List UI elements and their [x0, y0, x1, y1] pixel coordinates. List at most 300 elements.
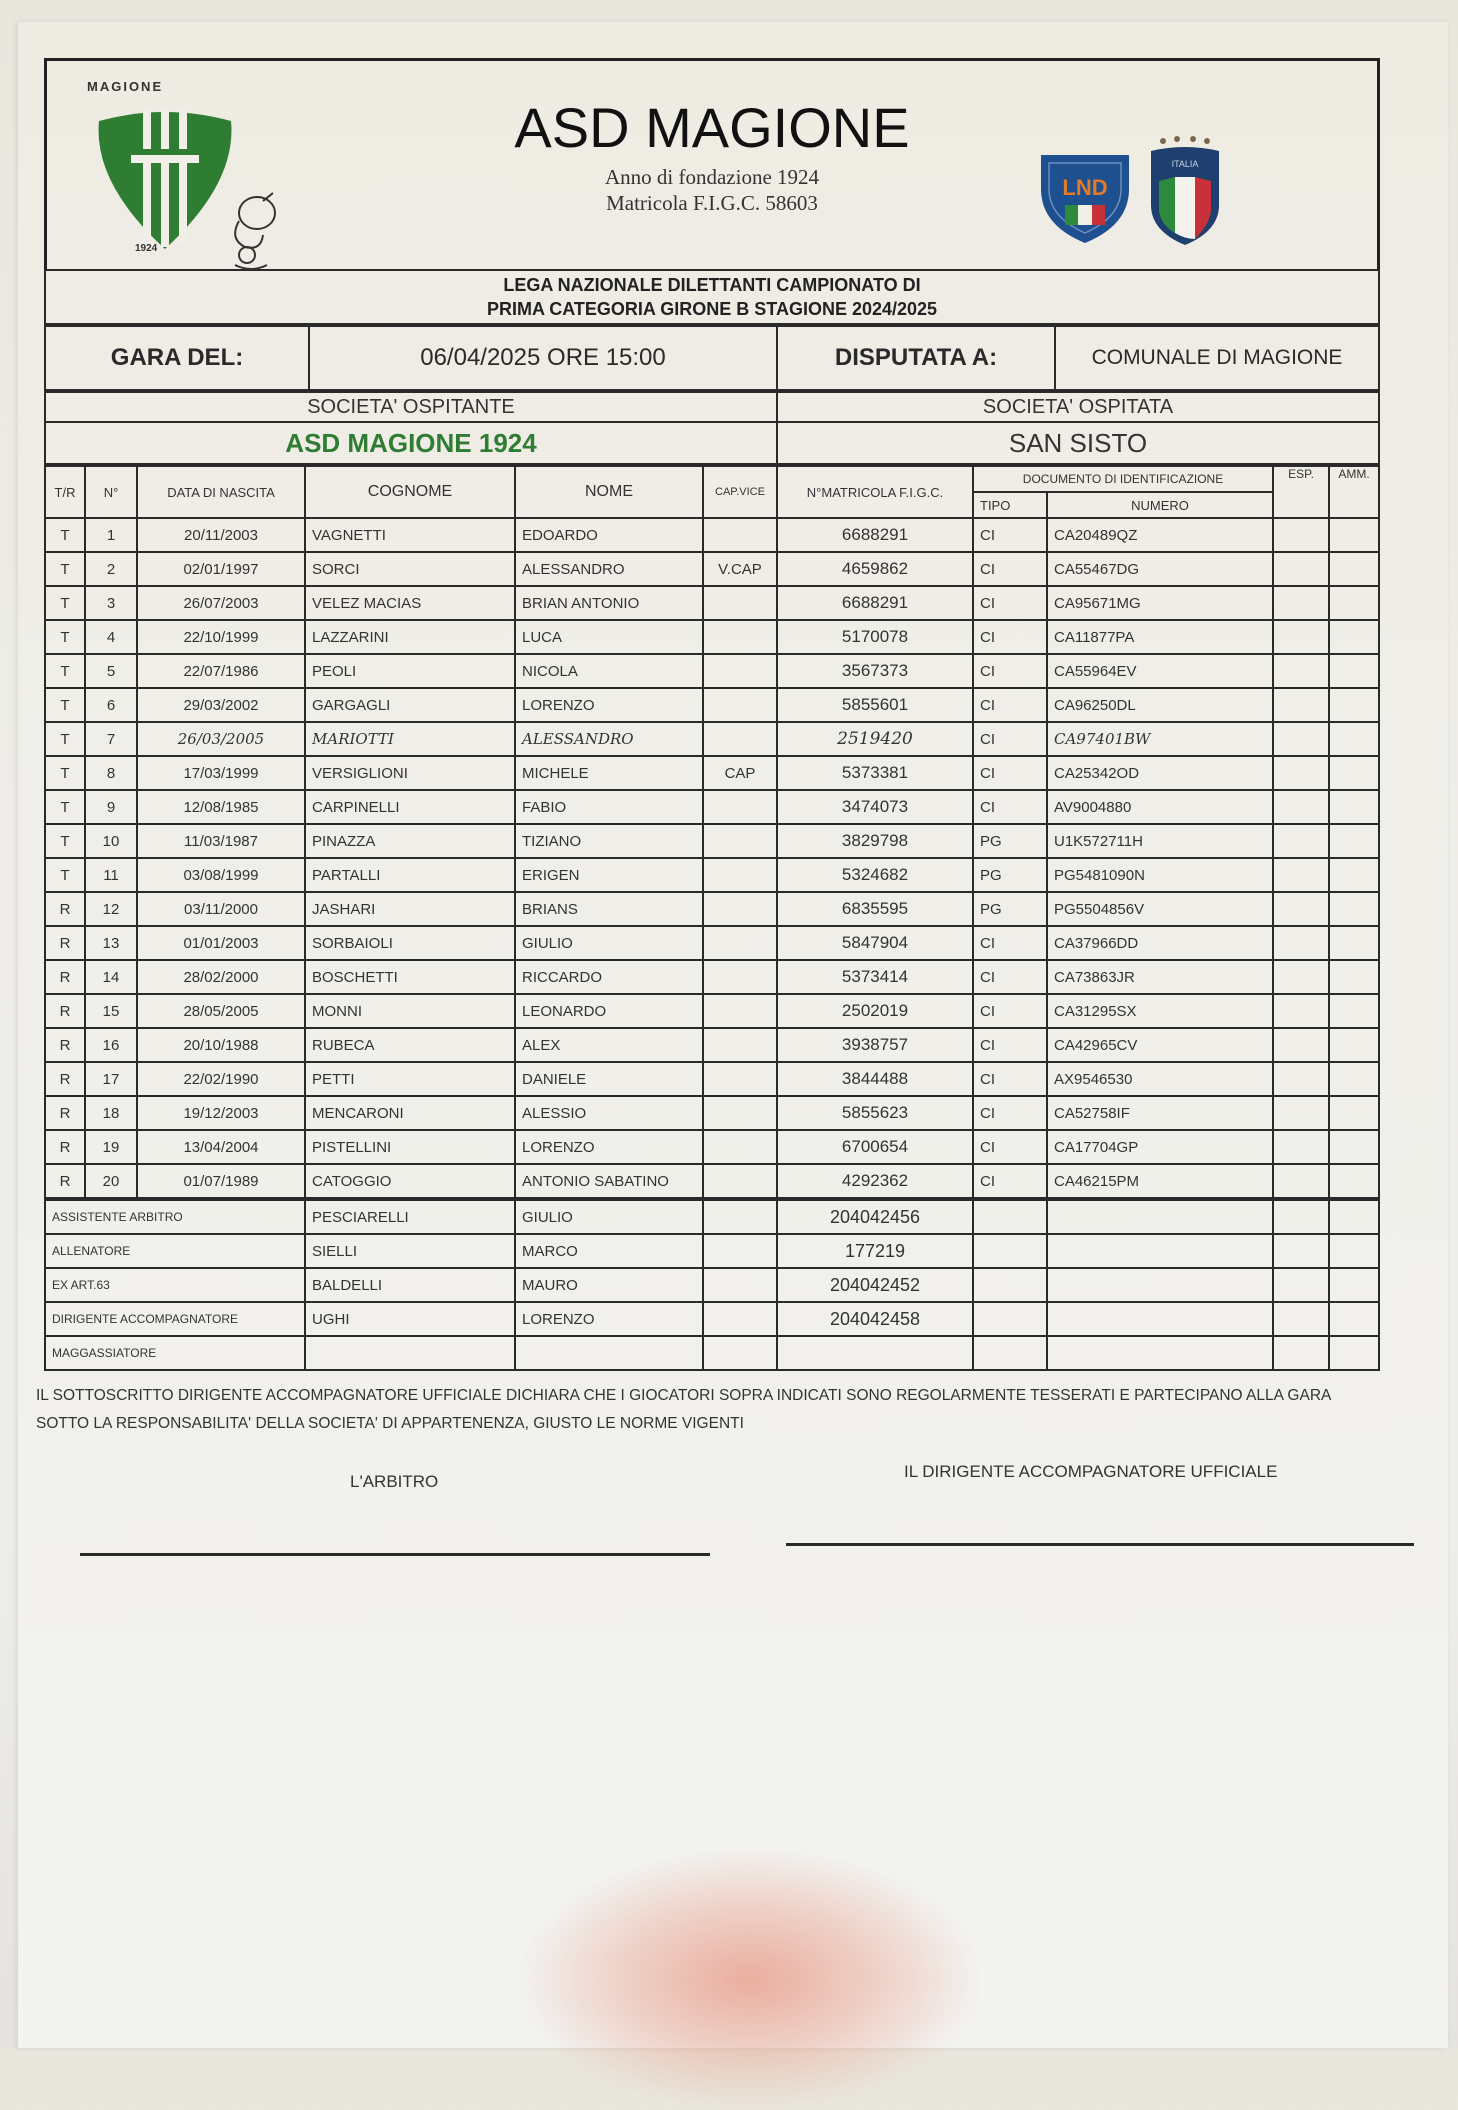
player-esp — [1273, 1164, 1329, 1198]
player-amm — [1329, 586, 1379, 620]
player-number: 17 — [85, 1062, 137, 1096]
player-row — [45, 926, 1379, 960]
player-number: 18 — [85, 1096, 137, 1130]
player-number: 2 — [85, 552, 137, 586]
staff-name: GIULIO — [515, 1200, 703, 1234]
player-captain — [703, 994, 777, 1028]
player-name: MICHELE — [515, 756, 703, 790]
staff-row — [45, 1268, 1379, 1302]
player-dob: 13/04/2004 — [137, 1130, 305, 1164]
player-doc-number: CA96250DL — [1047, 688, 1273, 722]
player-captain — [703, 858, 777, 892]
player-doc-type: CI — [973, 1164, 1047, 1198]
player-role: T — [45, 518, 85, 552]
staff-blank — [1273, 1234, 1329, 1268]
player-doc-number: CA97401BW — [1047, 722, 1273, 756]
player-number: 12 — [85, 892, 137, 926]
league-banner — [44, 269, 1380, 325]
staff-blank — [1273, 1336, 1329, 1370]
player-captain — [703, 620, 777, 654]
player-row — [45, 1164, 1379, 1198]
player-number: 13 — [85, 926, 137, 960]
player-number: 1 — [85, 518, 137, 552]
staff-blank — [1329, 1200, 1379, 1234]
player-row — [45, 1062, 1379, 1096]
player-role: R — [45, 1130, 85, 1164]
player-name: NICOLA — [515, 654, 703, 688]
player-role: R — [45, 1028, 85, 1062]
player-esp — [1273, 756, 1329, 790]
staff-role: DIRIGENTE ACCOMPAGNATORE — [45, 1302, 305, 1336]
player-doc-number: CA25342OD — [1047, 756, 1273, 790]
club-wordmark: MAGIONE — [87, 79, 164, 94]
player-captain: V.CAP — [703, 552, 777, 586]
player-captain — [703, 926, 777, 960]
staff-matricola: 204042452 — [777, 1268, 973, 1302]
player-esp — [1273, 994, 1329, 1028]
player-matricola: 2519420 — [777, 722, 973, 756]
official-signature-line[interactable] — [786, 1543, 1414, 1546]
finger-blur — [520, 1850, 980, 2110]
league-line-1: LEGA NAZIONALE DILETTANTI CAMPIONATO DI — [503, 275, 921, 295]
player-doc-number: AV9004880 — [1047, 790, 1273, 824]
official-signature-label: IL DIRIGENTE ACCOMPAGNATORE UFFICIALE — [904, 1462, 1278, 1481]
player-row — [45, 1130, 1379, 1164]
player-captain — [703, 1028, 777, 1062]
col-dob: DATA DI NASCITA — [137, 466, 305, 518]
player-matricola: 5373381 — [777, 756, 973, 790]
staff-rows — [45, 1200, 1379, 1370]
player-name: TIZIANO — [515, 824, 703, 858]
player-doc-type: CI — [973, 722, 1047, 756]
staff-blank — [1329, 1336, 1379, 1370]
player-surname: GARGAGLI — [305, 688, 515, 722]
player-matricola: 3567373 — [777, 654, 973, 688]
player-matricola: 6835595 — [777, 892, 973, 926]
staff-blank — [973, 1268, 1047, 1302]
player-captain — [703, 1130, 777, 1164]
player-doc-number: CA11877PA — [1047, 620, 1273, 654]
player-role: T — [45, 552, 85, 586]
player-name: DANIELE — [515, 1062, 703, 1096]
player-row — [45, 892, 1379, 926]
player-amm — [1329, 1130, 1379, 1164]
player-esp — [1273, 518, 1329, 552]
player-doc-type: CI — [973, 620, 1047, 654]
player-dob: 02/01/1997 — [137, 552, 305, 586]
player-name: ALESSANDRO — [515, 552, 703, 586]
staff-name: MAURO — [515, 1268, 703, 1302]
players-header-row — [45, 466, 1379, 492]
player-rows — [45, 518, 1379, 1198]
player-role: T — [45, 790, 85, 824]
player-dob: 11/03/1987 — [137, 824, 305, 858]
player-surname: MARIOTTI — [305, 722, 515, 756]
player-name: LEONARDO — [515, 994, 703, 1028]
player-row — [45, 552, 1379, 586]
player-row — [45, 1028, 1379, 1062]
player-dob: 26/07/2003 — [137, 586, 305, 620]
lnd-logo — [1037, 149, 1133, 245]
player-name: BRIANS — [515, 892, 703, 926]
player-surname: CARPINELLI — [305, 790, 515, 824]
staff-blank — [1329, 1268, 1379, 1302]
player-row — [45, 722, 1379, 756]
player-doc-type: CI — [973, 756, 1047, 790]
staff-matricola: 204042456 — [777, 1200, 973, 1234]
player-role: R — [45, 1096, 85, 1130]
player-surname: PISTELLINI — [305, 1130, 515, 1164]
staff-blank — [1273, 1200, 1329, 1234]
player-row — [45, 688, 1379, 722]
player-esp — [1273, 960, 1329, 994]
player-doc-number: PG5504856V — [1047, 892, 1273, 926]
player-name: EDOARDO — [515, 518, 703, 552]
referee-signature-line[interactable] — [80, 1553, 710, 1556]
player-amm — [1329, 722, 1379, 756]
staff-blank — [973, 1234, 1047, 1268]
player-doc-type: CI — [973, 1096, 1047, 1130]
player-doc-type: CI — [973, 518, 1047, 552]
player-esp — [1273, 858, 1329, 892]
staff-blank — [1047, 1336, 1273, 1370]
figc-matricola: Matricola F.I.G.C. 58603 — [606, 191, 818, 215]
player-surname: RUBECA — [305, 1028, 515, 1062]
player-role: R — [45, 994, 85, 1028]
staff-blank — [1329, 1234, 1379, 1268]
player-doc-type: CI — [973, 586, 1047, 620]
player-captain — [703, 1062, 777, 1096]
founding-year: Anno di fondazione 1924 — [604, 165, 820, 189]
player-amm — [1329, 858, 1379, 892]
player-name: LORENZO — [515, 1130, 703, 1164]
player-name: ALESSANDRO — [515, 722, 703, 756]
player-name: FABIO — [515, 790, 703, 824]
match-venue-value: COMUNALE DI MAGIONE — [1055, 326, 1379, 390]
player-captain: CAP — [703, 756, 777, 790]
player-doc-type: CI — [973, 654, 1047, 688]
player-role: R — [45, 1062, 85, 1096]
player-esp — [1273, 722, 1329, 756]
player-name: GIULIO — [515, 926, 703, 960]
staff-row — [45, 1200, 1379, 1234]
player-name: ERIGEN — [515, 858, 703, 892]
player-doc-number: CA17704GP — [1047, 1130, 1273, 1164]
player-matricola: 3844488 — [777, 1062, 973, 1096]
staff-role: ALLENATORE — [45, 1234, 305, 1268]
player-name: BRIAN ANTONIO — [515, 586, 703, 620]
player-doc-type: CI — [973, 926, 1047, 960]
player-doc-number: PG5481090N — [1047, 858, 1273, 892]
player-doc-type: CI — [973, 994, 1047, 1028]
player-number: 3 — [85, 586, 137, 620]
staff-blank — [703, 1336, 777, 1370]
player-esp — [1273, 790, 1329, 824]
player-number: 20 — [85, 1164, 137, 1198]
player-surname: PEOLI — [305, 654, 515, 688]
staff-blank — [1047, 1234, 1273, 1268]
staff-blank — [1047, 1200, 1273, 1234]
staff-blank — [703, 1268, 777, 1302]
player-doc-number: CA52758IF — [1047, 1096, 1273, 1130]
col-tr: T/R — [45, 466, 85, 518]
player-surname: MENCARONI — [305, 1096, 515, 1130]
player-captain — [703, 824, 777, 858]
player-captain — [703, 892, 777, 926]
staff-blank — [703, 1200, 777, 1234]
player-captain — [703, 586, 777, 620]
player-row — [45, 858, 1379, 892]
player-surname: VERSIGLIONI — [305, 756, 515, 790]
player-amm — [1329, 518, 1379, 552]
col-matricola: N°MATRICOLA F.I.G.C. — [777, 466, 973, 518]
player-matricola: 5855623 — [777, 1096, 973, 1130]
player-role: R — [45, 1164, 85, 1198]
player-esp — [1273, 926, 1329, 960]
player-amm — [1329, 688, 1379, 722]
player-amm — [1329, 1164, 1379, 1198]
player-number: 10 — [85, 824, 137, 858]
staff-surname: SIELLI — [305, 1234, 515, 1268]
player-esp — [1273, 1130, 1329, 1164]
player-surname: PARTALLI — [305, 858, 515, 892]
player-captain — [703, 518, 777, 552]
away-team-name: SAN SISTO — [777, 422, 1379, 464]
player-role: R — [45, 960, 85, 994]
player-doc-type: CI — [973, 1028, 1047, 1062]
player-doc-number: CA31295SX — [1047, 994, 1273, 1028]
player-amm — [1329, 994, 1379, 1028]
declaration-line-2: SOTTO LA RESPONSABILITA' DELLA SOCIETA' DI APPARTENENZA, GIUSTO LE NORME VIGENTI — [36, 1415, 744, 1432]
player-name: RICCARDO — [515, 960, 703, 994]
player-doc-type: CI — [973, 552, 1047, 586]
player-role: T — [45, 722, 85, 756]
staff-name: LORENZO — [515, 1302, 703, 1336]
staff-matricola: 204042458 — [777, 1302, 973, 1336]
player-amm — [1329, 1028, 1379, 1062]
staff-blank — [703, 1302, 777, 1336]
player-matricola: 2502019 — [777, 994, 973, 1028]
player-surname: SORCI — [305, 552, 515, 586]
player-amm — [1329, 756, 1379, 790]
player-amm — [1329, 960, 1379, 994]
player-name: ALEX — [515, 1028, 703, 1062]
player-doc-type: CI — [973, 688, 1047, 722]
player-doc-number: CA55467DG — [1047, 552, 1273, 586]
staff-blank — [973, 1302, 1047, 1336]
col-name: NOME — [515, 466, 703, 518]
match-date-label: GARA DEL: — [45, 326, 309, 390]
player-row — [45, 518, 1379, 552]
player-dob: 20/11/2003 — [137, 518, 305, 552]
col-num: N° — [85, 466, 137, 518]
player-role: T — [45, 824, 85, 858]
player-captain — [703, 1096, 777, 1130]
player-name: ANTONIO SABATINO — [515, 1164, 703, 1198]
player-amm — [1329, 824, 1379, 858]
player-matricola: 3474073 — [777, 790, 973, 824]
player-dob: 22/10/1999 — [137, 620, 305, 654]
player-surname: PETTI — [305, 1062, 515, 1096]
player-dob: 12/08/1985 — [137, 790, 305, 824]
player-doc-number: CA95671MG — [1047, 586, 1273, 620]
player-matricola: 3938757 — [777, 1028, 973, 1062]
col-surname: COGNOME — [305, 466, 515, 518]
player-amm — [1329, 1096, 1379, 1130]
col-amm: AMM. — [1329, 466, 1379, 518]
player-esp — [1273, 824, 1329, 858]
player-amm — [1329, 620, 1379, 654]
player-dob: 01/01/2003 — [137, 926, 305, 960]
player-matricola: 5855601 — [777, 688, 973, 722]
declaration-line-1: IL SOTTOSCRITTO DIRIGENTE ACCOMPAGNATORE UFFICIALE DICHIARA CHE I GIOCATORI SOPRA INDICATI SONO REGOLARMENTE TESSERATI E PARTECIPANO ALLA GARA — [36, 1387, 1332, 1404]
player-matricola: 6700654 — [777, 1130, 973, 1164]
staff-blank — [1047, 1302, 1273, 1336]
away-team-label: SOCIETA' OSPITATA — [777, 392, 1379, 422]
player-captain — [703, 790, 777, 824]
player-name: ALESSIO — [515, 1096, 703, 1130]
staff-row — [45, 1336, 1379, 1370]
player-matricola: 4659862 — [777, 552, 973, 586]
player-row — [45, 960, 1379, 994]
staff-name — [515, 1336, 703, 1370]
player-row — [45, 586, 1379, 620]
staff-matricola — [777, 1336, 973, 1370]
player-esp — [1273, 654, 1329, 688]
player-role: T — [45, 858, 85, 892]
staff-blank — [1273, 1302, 1329, 1336]
player-number: 11 — [85, 858, 137, 892]
player-doc-number: CA37966DD — [1047, 926, 1273, 960]
player-number: 15 — [85, 994, 137, 1028]
player-doc-number: AX9546530 — [1047, 1062, 1273, 1096]
player-doc-type: PG — [973, 892, 1047, 926]
player-surname: VELEZ MACIAS — [305, 586, 515, 620]
player-amm — [1329, 892, 1379, 926]
player-role: R — [45, 926, 85, 960]
player-matricola: 5847904 — [777, 926, 973, 960]
svg-text:LND: LND — [1062, 175, 1108, 200]
staff-table — [44, 1199, 1380, 1371]
player-dob: 20/10/1988 — [137, 1028, 305, 1062]
player-doc-number: CA55964EV — [1047, 654, 1273, 688]
staff-row — [45, 1234, 1379, 1268]
player-doc-number: CA73863JR — [1047, 960, 1273, 994]
form-header — [44, 58, 1380, 269]
player-amm — [1329, 926, 1379, 960]
player-number: 6 — [85, 688, 137, 722]
player-matricola: 3829798 — [777, 824, 973, 858]
player-number: 4 — [85, 620, 137, 654]
player-role: T — [45, 654, 85, 688]
player-doc-type: CI — [973, 1062, 1047, 1096]
staff-role: MAGGASSIATORE — [45, 1336, 305, 1370]
player-dob: 26/03/2005 — [137, 722, 305, 756]
player-amm — [1329, 1062, 1379, 1096]
staff-blank — [1273, 1268, 1329, 1302]
player-role: T — [45, 620, 85, 654]
staff-blank — [973, 1200, 1047, 1234]
staff-blank — [703, 1234, 777, 1268]
player-matricola: 5373414 — [777, 960, 973, 994]
staff-surname — [305, 1336, 515, 1370]
document-title: ASD MAGIONE — [514, 96, 910, 159]
match-date-value: 06/04/2025 ORE 15:00 — [309, 326, 777, 390]
staff-blank — [973, 1336, 1047, 1370]
player-surname: VAGNETTI — [305, 518, 515, 552]
player-matricola: 6688291 — [777, 586, 973, 620]
player-number: 14 — [85, 960, 137, 994]
player-doc-number: U1K572711H — [1047, 824, 1273, 858]
staff-row — [45, 1302, 1379, 1336]
player-doc-type: PG — [973, 858, 1047, 892]
player-surname: CATOGGIO — [305, 1164, 515, 1198]
player-dob: 28/02/2000 — [137, 960, 305, 994]
player-row — [45, 824, 1379, 858]
player-esp — [1273, 1028, 1329, 1062]
player-esp — [1273, 620, 1329, 654]
player-amm — [1329, 552, 1379, 586]
player-row — [45, 620, 1379, 654]
player-matricola: 5324682 — [777, 858, 973, 892]
player-doc-number: CA46215PM — [1047, 1164, 1273, 1198]
player-esp — [1273, 552, 1329, 586]
player-surname: SORBAIOLI — [305, 926, 515, 960]
player-captain — [703, 722, 777, 756]
match-roster-form — [44, 58, 1380, 1371]
player-dob: 22/02/1990 — [137, 1062, 305, 1096]
player-doc-number: CA42965CV — [1047, 1028, 1273, 1062]
player-esp — [1273, 1096, 1329, 1130]
players-table — [44, 465, 1380, 1199]
player-dob: 03/11/2000 — [137, 892, 305, 926]
col-cap: CAP.VICE — [703, 466, 777, 518]
teams-info — [44, 391, 1380, 465]
home-team-label: SOCIETA' OSPITANTE — [45, 392, 777, 422]
player-matricola: 4292362 — [777, 1164, 973, 1198]
staff-surname: UGHI — [305, 1302, 515, 1336]
col-esp: ESP. — [1273, 466, 1329, 518]
player-dob: 22/07/1986 — [137, 654, 305, 688]
col-doc-group: DOCUMENTO DI IDENTIFICAZIONE — [973, 466, 1273, 492]
player-number: 5 — [85, 654, 137, 688]
player-surname: MONNI — [305, 994, 515, 1028]
player-esp — [1273, 892, 1329, 926]
player-row — [45, 654, 1379, 688]
player-doc-type: PG — [973, 824, 1047, 858]
svg-text:ITALIA: ITALIA — [1171, 159, 1199, 169]
player-row — [45, 790, 1379, 824]
player-doc-type: CI — [973, 960, 1047, 994]
player-role: T — [45, 756, 85, 790]
referee-signature-label: L'ARBITRO — [350, 1472, 439, 1491]
player-esp — [1273, 586, 1329, 620]
staff-surname: BALDELLI — [305, 1268, 515, 1302]
player-role: R — [45, 892, 85, 926]
staff-blank — [1047, 1268, 1273, 1302]
player-dob: 19/12/2003 — [137, 1096, 305, 1130]
club-year: 1924 — [135, 243, 158, 254]
player-row — [45, 756, 1379, 790]
player-doc-type: CI — [973, 1130, 1047, 1164]
staff-blank — [1329, 1302, 1379, 1336]
player-dob: 03/08/1999 — [137, 858, 305, 892]
player-dob: 01/07/1989 — [137, 1164, 305, 1198]
player-dob: 28/05/2005 — [137, 994, 305, 1028]
staff-surname: PESCIARELLI — [305, 1200, 515, 1234]
staff-role: EX ART.63 — [45, 1268, 305, 1302]
player-number: 16 — [85, 1028, 137, 1062]
